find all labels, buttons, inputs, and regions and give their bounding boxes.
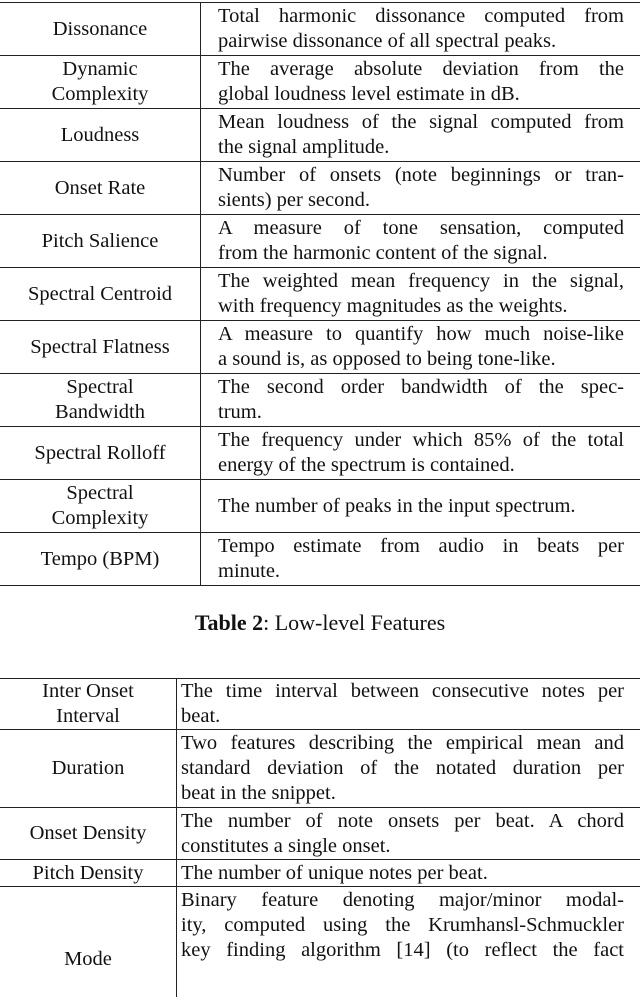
description-line: The weighted mean frequency in the signal, — [218, 269, 624, 294]
description-line: from the harmonic content of the signal. — [218, 241, 624, 266]
symbolic-features-table — [0, 678, 640, 997]
feature-description — [201, 480, 640, 533]
feature-name-line: Spectral Flatness — [0, 335, 200, 360]
feature-name — [0, 56, 201, 109]
description-line: minute. — [218, 559, 624, 584]
feature-name-line: Tempo (BPM) — [0, 547, 200, 572]
description-line: Number of onsets (note beginnings or tran- — [218, 163, 624, 188]
table-row — [0, 808, 640, 860]
table-row — [0, 887, 640, 997]
feature-name-line: Spectral — [0, 481, 200, 506]
feature-name-line: Pitch Density — [0, 861, 176, 886]
table-row — [0, 162, 640, 215]
feature-name-line: Complexity — [0, 506, 200, 531]
description-line: standard deviation of the notated duration per — [181, 756, 624, 781]
feature-name — [0, 533, 201, 586]
feature-description — [177, 730, 640, 808]
description-line: a sound is, as opposed to being tone-like. — [218, 347, 624, 372]
feature-name-line: Onset Density — [0, 821, 176, 846]
feature-description — [201, 321, 640, 374]
table-row — [0, 860, 640, 887]
description-line: global loudness level estimate in dB. — [218, 82, 624, 107]
table-row — [0, 679, 640, 730]
table-row — [0, 215, 640, 268]
feature-description — [201, 56, 640, 109]
feature-name — [0, 162, 201, 215]
description-line: The time interval between consecutive notes per — [181, 679, 624, 704]
feature-name — [0, 480, 201, 533]
feature-name-line: Inter Onset — [0, 679, 176, 704]
description-line: beat. — [181, 704, 624, 729]
feature-name — [0, 215, 201, 268]
description-line: key finding algorithm [14] (to reflect the fact — [181, 938, 624, 963]
feature-name — [0, 321, 201, 374]
description-line: ity, computed using the Krumhansl-Schmuckler — [181, 913, 624, 938]
description-line: The number of peaks in the input spectrum. — [218, 494, 624, 519]
feature-description — [201, 215, 640, 268]
table-row — [0, 374, 640, 427]
table-row — [0, 109, 640, 162]
feature-name — [0, 860, 177, 887]
caption-text: : Low-level Features — [263, 610, 445, 635]
description-line: The number of note onsets per beat. A chord — [181, 809, 624, 834]
feature-name — [0, 808, 177, 860]
description-line: Tempo estimate from audio in beats per — [218, 534, 624, 559]
feature-name — [0, 887, 177, 997]
feature-description — [201, 268, 640, 321]
description-line: Mean loudness of the signal computed from — [218, 110, 624, 135]
feature-name-line: Spectral Centroid — [0, 282, 200, 307]
description-line: with frequency magnitudes as the weights. — [218, 294, 624, 319]
description-line: The average absolute deviation from the — [218, 57, 624, 82]
description-line: constitutes a single onset. — [181, 834, 624, 859]
table-row — [0, 268, 640, 321]
description-line: Total harmonic dissonance computed from — [218, 4, 624, 29]
description-line: A measure to quantify how much noise-like — [218, 322, 624, 347]
feature-name-line: Mode — [0, 947, 176, 972]
table-row — [0, 3, 640, 56]
description-line: sients) per second. — [218, 188, 624, 213]
feature-name — [0, 268, 201, 321]
table-row — [0, 56, 640, 109]
feature-description — [201, 374, 640, 427]
feature-name-line: Bandwidth — [0, 400, 200, 425]
feature-name-line: Pitch Salience — [0, 229, 200, 254]
description-line: Binary feature denoting major/minor modal- — [181, 888, 624, 913]
table-row — [0, 480, 640, 533]
feature-name-line: Spectral — [0, 375, 200, 400]
feature-description — [201, 162, 640, 215]
caption-label: Table 2 — [195, 610, 263, 635]
feature-description — [177, 860, 640, 887]
description-line: the signal amplitude. — [218, 135, 624, 160]
feature-description — [201, 3, 640, 56]
feature-name-line: Dynamic — [0, 57, 200, 82]
feature-name-line: Spectral Rolloff — [0, 441, 200, 466]
description-line: pairwise dissonance of all spectral peaks. — [218, 29, 624, 54]
table-row — [0, 427, 640, 480]
feature-description — [177, 679, 640, 730]
low-level-features-table — [0, 2, 640, 586]
table-caption — [0, 610, 640, 636]
description-line: beat in the snippet. — [181, 781, 624, 806]
table-row — [0, 533, 640, 586]
feature-name-line: Onset Rate — [0, 176, 200, 201]
feature-name-line: Interval — [0, 704, 176, 729]
description-line: The second order bandwidth of the spec- — [218, 375, 624, 400]
description-line: The number of unique notes per beat. — [181, 861, 624, 886]
feature-description — [201, 427, 640, 480]
feature-name-line: Complexity — [0, 82, 200, 107]
feature-name-line: Loudness — [0, 123, 200, 148]
description-line: A measure of tone sensation, computed — [218, 216, 624, 241]
feature-name — [0, 374, 201, 427]
description-line: energy of the spectrum is contained. — [218, 453, 624, 478]
description-line: trum. — [218, 400, 624, 425]
feature-name — [0, 109, 201, 162]
feature-description — [177, 887, 640, 997]
table-row — [0, 730, 640, 808]
feature-name — [0, 730, 177, 808]
feature-name-line: Dissonance — [0, 17, 200, 42]
feature-description — [201, 533, 640, 586]
feature-description — [177, 808, 640, 860]
feature-name-line: Duration — [0, 756, 176, 781]
feature-name — [0, 427, 201, 480]
description-line: The frequency under which 85% of the total — [218, 428, 624, 453]
feature-description — [201, 109, 640, 162]
table-row — [0, 321, 640, 374]
feature-name — [0, 679, 177, 730]
description-line: Two features describing the empirical mean and — [181, 731, 624, 756]
feature-name — [0, 3, 201, 56]
